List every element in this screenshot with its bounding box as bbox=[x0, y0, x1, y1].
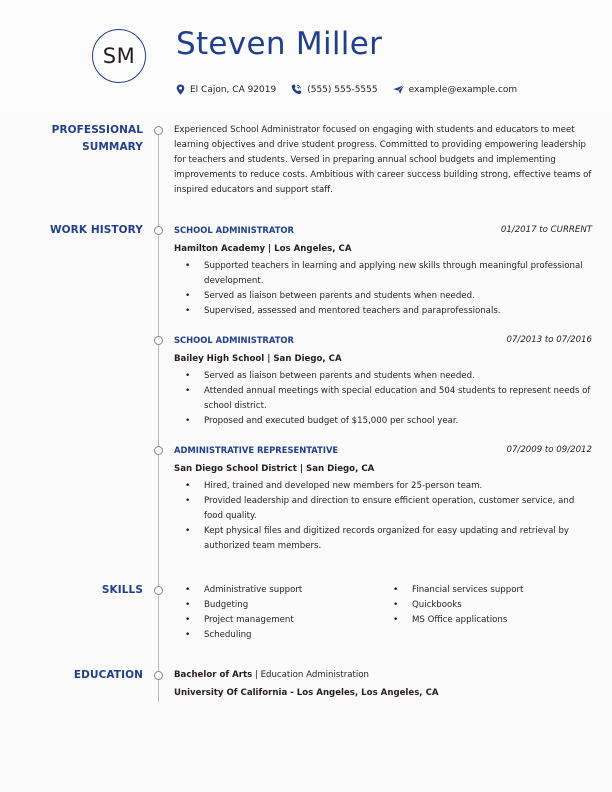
list-item: • Scheduling bbox=[174, 628, 384, 643]
monogram-text: SM bbox=[102, 44, 136, 68]
list-item: • Served as liaison between parents and students when needed. bbox=[174, 369, 592, 384]
location-pin-icon bbox=[176, 84, 185, 95]
section-title-education: EDUCATION bbox=[73, 669, 143, 681]
employer: Bailey High School | San Diego, CA bbox=[174, 354, 342, 364]
list-item: • Budgeting bbox=[174, 598, 384, 613]
contact-bar bbox=[176, 84, 532, 95]
job-dates: 07/2013 to 07/2016 bbox=[506, 335, 592, 345]
summary-text: Experienced School Administrator focused on engaging with students and educators to meet learning objectives and drive student progress. Committed to providing empowering leadership for teachers and students. Versed in preparing annual school budgets and implementing improvements to reduce costs. Ambitious with career success building strong, effective teams of inspired educators and support staff. bbox=[174, 125, 592, 195]
job-dates: 01/2017 to CURRENT bbox=[500, 225, 592, 235]
job-entry bbox=[174, 225, 592, 325]
job-bullets bbox=[174, 479, 592, 554]
phone-text: (555) 555-5555 bbox=[307, 84, 378, 95]
skills-column-right bbox=[382, 583, 592, 628]
job-entry bbox=[174, 335, 592, 435]
list-item: • Hired, trained and developed new members for 25-person team. bbox=[174, 479, 592, 494]
monogram-circle bbox=[92, 29, 146, 83]
section-title-skills: SKILLS bbox=[101, 584, 143, 596]
list-item: • Administrative support bbox=[174, 583, 384, 598]
job-title: SCHOOL ADMINISTRATOR bbox=[174, 335, 294, 345]
job-title: ADMINISTRATIVE REPRESENTATIVE bbox=[174, 445, 339, 455]
contact-email[interactable] bbox=[393, 85, 518, 95]
timeline-dot bbox=[154, 126, 163, 135]
timeline-dot bbox=[154, 336, 163, 345]
list-item: • Supported teachers in learning and applying new skills through meaningful professional development. bbox=[174, 259, 592, 289]
list-item: • Financial services support bbox=[382, 583, 592, 598]
list-item: • Project management bbox=[174, 613, 384, 628]
employer: San Diego School District | San Diego, CA bbox=[174, 464, 375, 474]
timeline-dot bbox=[154, 586, 163, 595]
phone-icon bbox=[291, 84, 302, 95]
field-of-study: Education Administration bbox=[260, 670, 369, 680]
job-entry bbox=[174, 445, 592, 565]
location-text: El Cajon, CA 92019 bbox=[190, 84, 277, 95]
section-title-summary: PROFESSIONAL SUMMARY bbox=[51, 124, 143, 153]
job-bullets bbox=[174, 369, 592, 429]
degree-line bbox=[174, 666, 592, 684]
degree-separator: | bbox=[252, 670, 261, 680]
education-entry bbox=[174, 666, 592, 702]
list-item: • MS Office applications bbox=[382, 613, 592, 628]
email-link[interactable]: example@example.com bbox=[408, 84, 518, 95]
send-icon bbox=[393, 85, 404, 94]
list-item: • Quickbooks bbox=[382, 598, 592, 613]
school-name: University Of California - Los Angeles, Los Angeles, CA bbox=[174, 688, 439, 698]
job-title: SCHOOL ADMINISTRATOR bbox=[174, 225, 294, 235]
candidate-name: Steven Miller bbox=[176, 26, 383, 62]
list-item: • Served as liaison between parents and students when needed. bbox=[174, 289, 592, 304]
degree: Bachelor of Arts bbox=[174, 670, 253, 680]
timeline-dot bbox=[154, 671, 163, 680]
list-item: • Supervised, assessed and mentored teachers and paraprofessionals. bbox=[174, 304, 592, 319]
list-item: • Kept physical files and digitized records organized for easy updating and retrieval by authorized team members. bbox=[174, 524, 592, 554]
list-item: • Provided leadership and direction to ensure efficient operation, customer service, and food quality. bbox=[174, 494, 592, 524]
job-dates: 07/2009 to 09/2012 bbox=[506, 445, 592, 455]
skills-list bbox=[174, 583, 592, 647]
contact-phone bbox=[291, 84, 377, 95]
timeline-line bbox=[158, 130, 159, 702]
timeline-dot bbox=[154, 446, 163, 455]
skills-column-left bbox=[174, 583, 384, 643]
job-bullets bbox=[174, 259, 592, 319]
contact-location bbox=[176, 84, 276, 95]
list-item: • Proposed and executed budget of $15,000 per school year. bbox=[174, 414, 592, 429]
section-title-work-history: WORK HISTORY bbox=[49, 224, 143, 236]
employer: Hamilton Academy | Los Angeles, CA bbox=[174, 244, 352, 254]
list-item: • Attended annual meetings with special education and 504 students to represent needs of school district. bbox=[174, 384, 592, 414]
timeline-dot bbox=[154, 226, 163, 235]
